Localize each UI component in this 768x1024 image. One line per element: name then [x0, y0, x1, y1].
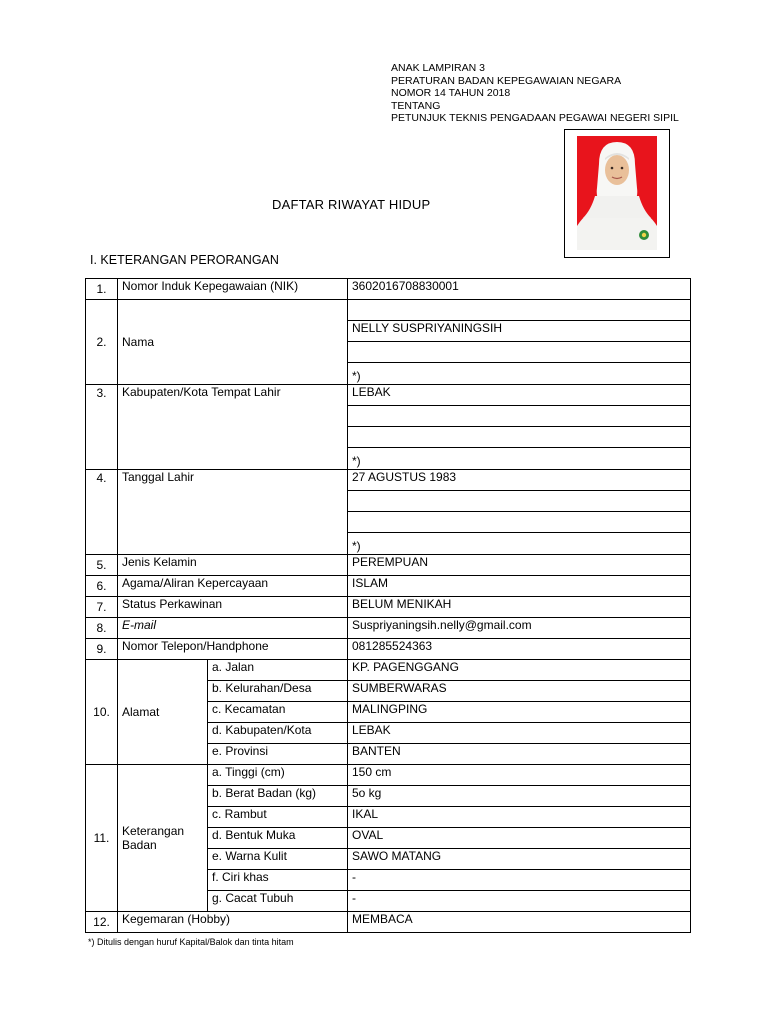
row-label: Status Perkawinan: [118, 597, 348, 618]
sub-value: IKAL: [348, 807, 691, 828]
row-number: 12.: [86, 912, 118, 933]
table-row: [86, 279, 691, 300]
row-value: Suspriyaningsih.nelly@gmail.com: [348, 618, 691, 639]
row-value: NELLY SUSPRIYANINGSIH: [348, 321, 691, 342]
header-line: ANAK LAMPIRAN 3: [391, 62, 485, 74]
row-label: Alamat: [118, 660, 208, 765]
sub-value: SUMBERWARAS: [348, 681, 691, 702]
sub-label: a. Jalan: [208, 660, 348, 681]
row-label: Kegemaran (Hobby): [118, 912, 348, 933]
sub-label: e. Warna Kulit: [208, 849, 348, 870]
table-row: [86, 765, 691, 786]
footnote: *) Ditulis dengan huruf Kapital/Balok dan tinta hitam: [88, 937, 294, 947]
sub-label: c. Rambut: [208, 807, 348, 828]
header-line: NOMOR 14 TAHUN 2018: [391, 87, 511, 100]
row-number: 9.: [86, 639, 118, 660]
row-label: Nama: [118, 300, 348, 385]
sub-value: -: [348, 870, 691, 891]
sub-label: b. Kelurahan/Desa: [208, 681, 348, 702]
header-line: PERATURAN BADAN KEPEGAWAIAN NEGARA: [391, 74, 622, 87]
header-line: PETUNJUK TEKNIS PENGADAAN PEGAWAI NEGERI SIPIL: [391, 112, 679, 125]
row-value-blank: [348, 491, 691, 512]
row-mark: *): [348, 448, 691, 470]
sub-value: KP. PAGENGGANG: [348, 660, 691, 681]
row-value-blank: [348, 342, 691, 363]
sub-value: OVAL: [348, 828, 691, 849]
table-row: [86, 555, 691, 576]
table-row: [86, 660, 691, 681]
row-value: MEMBACA: [348, 912, 691, 933]
table-row: [86, 597, 691, 618]
sub-label: c. Kecamatan: [208, 702, 348, 723]
portrait-photo-image: [577, 136, 657, 250]
row-number: 8.: [86, 618, 118, 639]
portrait-photo: [564, 129, 670, 258]
sub-label: b. Berat Badan (kg): [208, 786, 348, 807]
personal-info-table: [85, 278, 691, 933]
row-number: 6.: [86, 576, 118, 597]
sub-value: SAWO MATANG: [348, 849, 691, 870]
row-label: Kabupaten/Kota Tempat Lahir: [118, 385, 348, 470]
section-heading: I. KETERANGAN PERORANGAN: [90, 253, 279, 267]
row-value-blank: [348, 427, 691, 448]
document-title: DAFTAR RIWAYAT HIDUP: [272, 197, 431, 212]
row-number: 3.: [86, 385, 118, 470]
row-label: Agama/Aliran Kepercayaan: [118, 576, 348, 597]
row-value-blank: [348, 300, 691, 321]
table-row: [86, 618, 691, 639]
row-number: 4.: [86, 470, 118, 555]
row-value: BELUM MENIKAH: [348, 597, 691, 618]
row-label: Nomor Telepon/Handphone: [118, 639, 348, 660]
row-label: Keterangan Badan: [118, 765, 208, 912]
table-row: [86, 385, 691, 406]
row-mark: *): [348, 533, 691, 555]
sub-value: 5o kg: [348, 786, 691, 807]
table-row: [86, 576, 691, 597]
row-number: 7.: [86, 597, 118, 618]
sub-value: MALINGPING: [348, 702, 691, 723]
row-label: Nomor Induk Kepegawaian (NIK): [118, 279, 348, 300]
table-row: [86, 470, 691, 491]
sub-value: 150 cm: [348, 765, 691, 786]
row-number: 5.: [86, 555, 118, 576]
sub-value: -: [348, 891, 691, 912]
row-label: E-mail: [118, 618, 348, 639]
row-number: 1.: [86, 279, 118, 300]
sub-label: f. Ciri khas: [208, 870, 348, 891]
table-row: [86, 639, 691, 660]
row-label: Tanggal Lahir: [118, 470, 348, 555]
table-row: [86, 300, 691, 321]
sub-label: d. Bentuk Muka: [208, 828, 348, 849]
row-mark: *): [348, 363, 691, 385]
sub-value: LEBAK: [348, 723, 691, 744]
sub-label: g. Cacat Tubuh: [208, 891, 348, 912]
row-value: PEREMPUAN: [348, 555, 691, 576]
row-number: 11.: [86, 765, 118, 912]
table-row: [86, 912, 691, 933]
sub-label: a. Tinggi (cm): [208, 765, 348, 786]
header-line: TENTANG: [391, 99, 441, 112]
sub-label: e. Provinsi: [208, 744, 348, 765]
row-value-blank: [348, 512, 691, 533]
row-value: ISLAM: [348, 576, 691, 597]
sub-label: d. Kabupaten/Kota: [208, 723, 348, 744]
row-value: 27 AGUSTUS 1983: [348, 470, 691, 491]
sub-value: BANTEN: [348, 744, 691, 765]
row-number: 10.: [86, 660, 118, 765]
header-block: [391, 62, 679, 125]
row-number: 2.: [86, 300, 118, 385]
row-value: 3602016708830001: [348, 279, 691, 300]
row-value-blank: [348, 406, 691, 427]
row-value: LEBAK: [348, 385, 691, 406]
row-label: Jenis Kelamin: [118, 555, 348, 576]
row-value: 081285524363: [348, 639, 691, 660]
